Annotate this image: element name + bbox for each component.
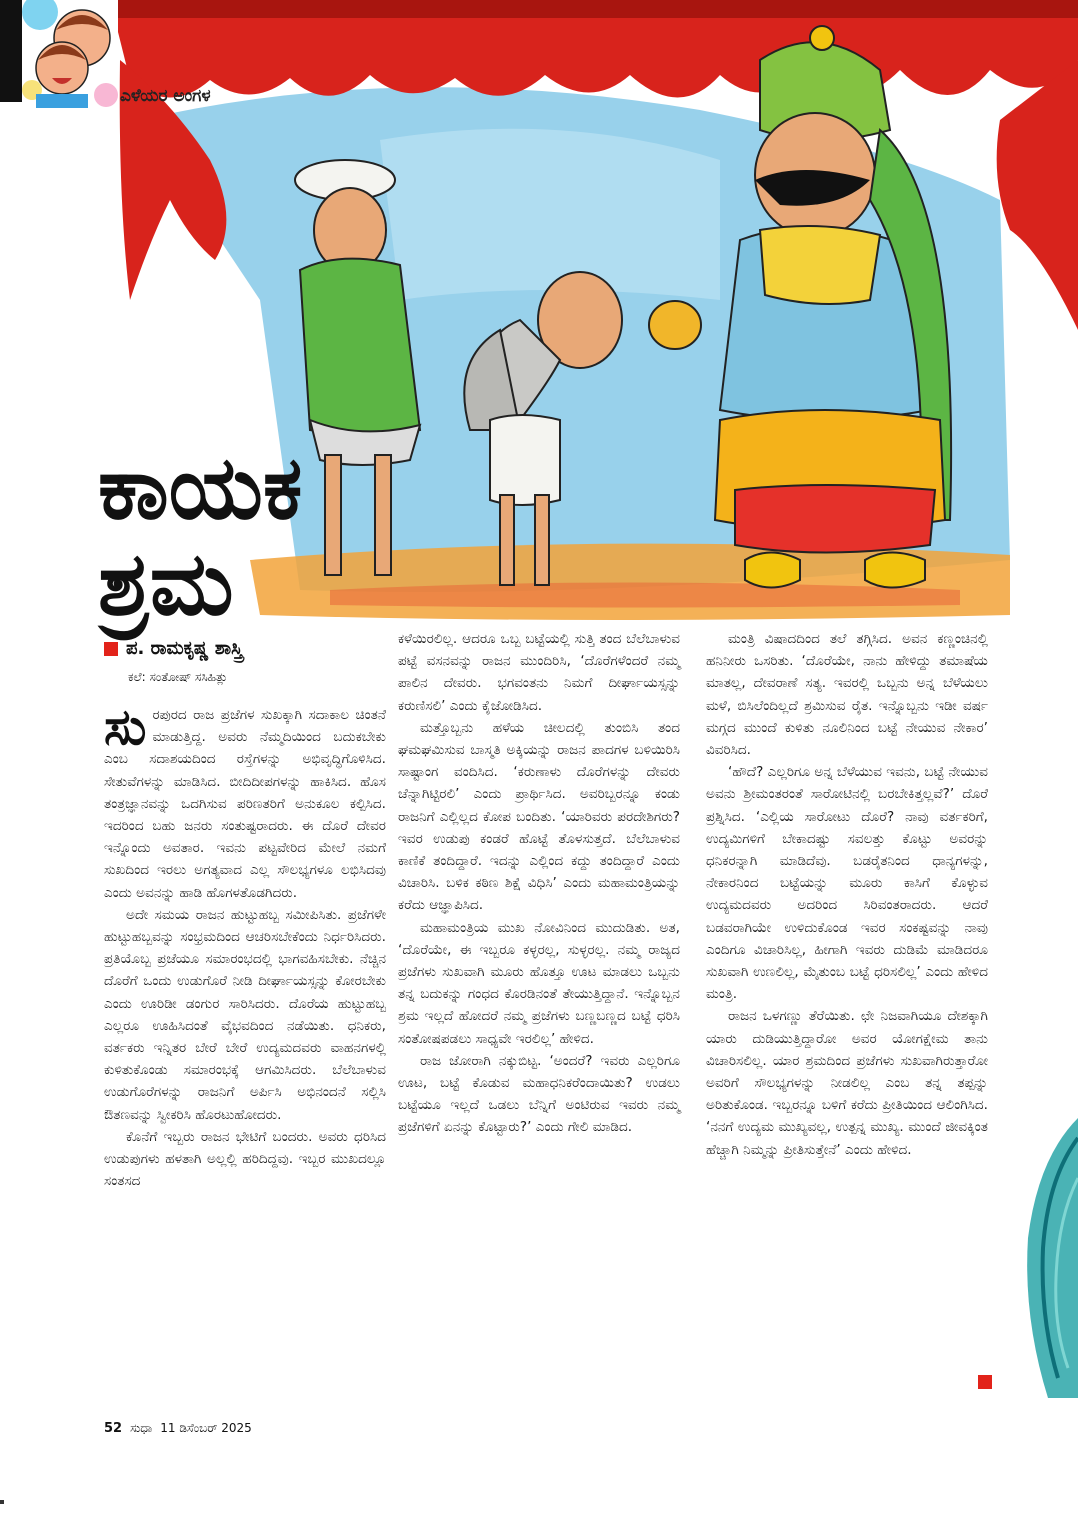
- king-figure: [715, 26, 951, 588]
- page-number: 52: [104, 1421, 123, 1436]
- end-of-article-marker: [978, 1375, 992, 1389]
- paragraph: [104, 698, 386, 904]
- paragraph: ಮಂತ್ರಿ ವಿಷಾದದಿಂದ ತಲೆ ತಗ್ಗಿಸಿದ. ಅವನ ಕಣ್ಣಂಚಿನಲ್ಲಿ ಹನಿನೀರು ಒಸರಿತು. ‘ದೊರೆಯೇ, ನಾನು ಹೇಳಿದ್ದು ತಮಾಷೆಯ ಮಾತಲ್ಲ, ದೇವರಾಣೆ ಸತ್ಯ. ಇವರಲ್ಲಿ ಒಬ್ಬನು ಅನ್ನ ಬೆಳೆಯಲು ಮಳೆ, ಬಿಸಿಲೆಂದಿಲ್ಲದೆ ಶ್ರಮಿಸುವ ರೈತ. ಇನ್ನೊಬ್ಬನು ಇಡೀ ವರ್ಷ ಮಗ್ಗದ ಮುಂದೆ ಕುಳಿತು ನೂಲಿನಿಂದ ಬಟ್ಟೆ ನೇಯುವ ನೇಕಾರ’ ವಿವರಿಸಿದ.: [706, 631, 988, 759]
- byline: [104, 638, 243, 659]
- paragraph: ರಾಜ ಜೋರಾಗಿ ನಕ್ಕುಬಿಟ್ಟ. ‘ಅಂದರೆ? ಇವರು ಎಲ್ಲರಿಗೂ ಊಟ, ಬಟ್ಟೆ ಕೊಡುವ ಮಹಾಧನಿಕರೆಂದಾಯಿತು? ಉಡಲು ಬಟ್ಟೆಯೂ ಇಲ್ಲದೆ ಒಡಲು ಬೆನ್ನಿಗೆ ಅಂಟಿರುವ ಇವರು ನಮ್ಮ ಪ್ರಜೆಗಳಿಗೆ ಏನನ್ನು ಕೊಟ್ಟಾರು?’ ಎಂದು ಗೇಲಿ ಮಾಡಿದ.: [398, 1052, 680, 1136]
- paragraph: ಕಳೆಯಿರಲಿಲ್ಲ. ಆದರೂ ಒಬ್ಬ ಬಟ್ಟೆಯಲ್ಲಿ ಸುತ್ತಿ ತಂದ ಬೆಲೆಬಾಳುವ ಪಟ್ಟೆ ವಸನವನ್ನು ರಾಜನ ಮುಂದಿರಿಸಿ, ‘ದೊರೆಗಳೆಂದರೆ ನಮ್ಮ ಪಾಲಿನ ದೇವರು. ಭಗವಂತನು ನಿಮಗೆ ದೀರ್ಘಾಯಸ್ಸನ್ನು ಕರುಣಿಸಲಿ’ ಎಂದು ಕೈಜೋಡಿಸಿದ.: [398, 631, 680, 714]
- title-line-1: ಕಾಯಕ: [98, 436, 303, 539]
- crop-mark: [0, 1500, 4, 1504]
- section-label: ಎಳೆಯರ ಅಂಗಳ: [120, 86, 211, 106]
- paragraph: ರಾಜನ ಒಳಗಣ್ಣು ತೆರೆಯಿತು. ಛೇ ನಿಜವಾಗಿಯೂ ದೇಶಕ್ಕಾಗಿ ಯಾರು ದುಡಿಯುತ್ತಿದ್ದಾರೋ ಅವರ ಯೋಗಕ್ಷೇಮ ತಾನು ವಿಚಾರಿಸಲಿಲ್ಲ. ಯಾರ ಶ್ರಮದಿಂದ ಪ್ರಜೆಗಳು ಸುಖವಾಗಿರುತ್ತಾರೋ ಅವರಿಗೆ ಸೌಲಭ್ಯಗಳನ್ನು ನೀಡಲಿಲ್ಲ ಎಂಬ ತನ್ನ ತಪ್ಪನ್ನು ಅರಿತುಕೊಂಡ. ಇಬ್ಬರನ್ನೂ ಬಳಿಗೆ ಕರೆದು ಪ್ರೀತಿಯಿಂದ ಆಲಿಂಗಿಸಿದ. ‘ನನಗೆ ಉದ್ಯಮ ಮುಖ್ಯವಲ್ಲ, ಉತ್ಪನ್ನ ಮುಖ್ಯ. ಮುಂದೆ ಜೀವಕ್ಕಿಂತ ಹೆಚ್ಚಾಗಿ ನಿಮ್ಮನ್ನು ಪ್ರೀತಿಸುತ್ತೇನೆ’ ಎಂದು ಹೇಳಿದ.: [706, 1008, 988, 1158]
- paragraph: ‘ಹೌದೆ? ಎಲ್ಲರಿಗೂ ಅನ್ನ ಬೆಳೆಯುವ ಇವನು, ಬಟ್ಟೆ ನೇಯುವ ಅವನು ಶ್ರೀಮಂತರಂತೆ ಸಾರೋಟಿನಲ್ಲಿ ಬರಬೇಕಿತ್ತಲ್ಲವೆ?’ ದೊರೆ ಪ್ರಶ್ನಿಸಿದ. ‘ಎಲ್ಲಿಯ ಸಾರೋಟು ದೊರೆ? ನಾವು ವರ್ತಕರಿಗೆ, ಉದ್ಯಮಿಗಳಿಗೆ ಬೇಕಾದಷ್ಟು ಸವಲತ್ತು ಕೊಟ್ಟು ಅವರನ್ನು ಧನಿಕರನ್ನಾಗಿ ಮಾಡಿದೆವು. ಬಡರೈತನಿಂದ ಧಾನ್ಯಗಳನ್ನು, ನೇಕಾರನಿಂದ ಬಟ್ಟೆಯನ್ನು ಮೂರು ಕಾಸಿಗೆ ಕೊಳ್ಳುವ ಉದ್ಯಮದವರು ಅದರಿಂದ ಸಿರಿವಂತರಾದರು. ಆದರೆ ಬಡವರಾಗಿಯೇ ಉಳಿದುಕೊಂಡ ಇವರ ಸಂಕಷ್ಟವನ್ನು ನಾವು ಎಂದಿಗೂ ವಿಚಾರಿಸಿಲ್ಲ, ಹೀಗಾಗಿ ಇವರು ದುಡಿಮೆ ಮಾಡಿದರೂ ಸುಖವಾಗಿ ಉಣಲಿಲ್ಲ, ಮೈತುಂಬ ಬಟ್ಟೆ ಧರಿಸಲಿಲ್ಲ’ ಎಂದು ಹೇಳಿದ ಮಂತ್ರಿ.: [706, 764, 988, 1003]
- title-line-2: ಶ್ರಮ: [98, 532, 234, 635]
- curtain-right: [997, 60, 1078, 330]
- paragraph: ಮಹಾಮಂತ್ರಿಯ ಮುಖ ನೋವಿನಿಂದ ಮುದುಡಿತು. ಅತ, ‘ದೊರೆಯೇ, ಈ ಇಬ್ಬರೂ ಕಳ್ಳರಲ್ಲ, ಸುಳ್ಳರಲ್ಲ. ನಮ್ಮ ರಾಜ್ಯದ ಪ್ರಜೆಗಳು ಸುಖವಾಗಿ ಮೂರು ಹೊತ್ತೂ ಊಟ ಮಾಡಲು ಒಬ್ಬನು ತನ್ನ ಬದುಕನ್ನು ಗಂಧದ ಕೊರಡಿನಂತೆ ತೇಯುತ್ತಿದ್ದಾನೆ. ಇನ್ನೊಬ್ಬನ ಶ್ರಮ ಇಲ್ಲದೆ ಹೋದರೆ ನಮ್ಮ ಪ್ರಜೆಗಳು ಬಣ್ಣಬಣ್ಣದ ಬಟ್ಟೆ ಧರಿಸಿ ಸಂತೋಷಪಡಲು ಸಾಧ್ಯವೇ ಇರಲಿಲ್ಲ’ ಹೇಳಿದ.: [398, 919, 680, 1047]
- byline-marker: [104, 642, 118, 656]
- drop-cap: ಸು: [104, 698, 147, 756]
- magazine-name: ಸುಧಾ: [130, 1421, 153, 1435]
- paragraph: ಕೊನೆಗೆ ಇಬ್ಬರು ರಾಜನ ಭೇಟಿಗೆ ಬಂದರು. ಅವರು ಧರಿಸಿದ ಉಡುಪುಗಳು ಹಳತಾಗಿ ಅಲ್ಲಲ್ಲಿ ಹರಿದಿದ್ದವು. ಇಬ್ಬರ ಮುಖದಲ್ಲೂ ಸಂತಸದ: [104, 1128, 386, 1190]
- article-title: [98, 436, 418, 635]
- paragraph: ಮತ್ತೊಬ್ಬನು ಹಳೆಯ ಚೀಲದಲ್ಲಿ ತುಂಬಿಸಿ ತಂದ ಘಮಘಮಿಸುವ ಬಾಸ್ಮತಿ ಅಕ್ಕಿಯನ್ನು ರಾಜನ ಪಾದಗಳ ಬಳಿಯಿರಿಸಿ ಸಾಷ್ಟಾಂಗ ವಂದಿಸಿದ. ‘ಕರುಣಾಳು ದೊರೆಗಳನ್ನು ದೇವರು ಚೆನ್ನಾಗಿಟ್ಟಿರಲಿ’ ಎಂದು ಪ್ರಾರ್ಥಿಸಿದ. ಅವರಿಬ್ಬರನ್ನೂ ಕಂಡು ರಾಜನಿಗೆ ಎಲ್ಲಿಲ್ಲದ ಕೋಪ ಬಂದಿತು. ‘ಯಾರಿವರು ಪರದೇಶಿಗರು? ಇವರ ಉಡುಪು ಕಂಡರೆ ಹೊಟ್ಟೆ ತೊಳಸುತ್ತದೆ. ಬೆಲೆಬಾಳುವ ಕಾಣಿಕೆ ತಂದಿದ್ದಾರೆ. ಇದನ್ನು ಎಲ್ಲಿಂದ ಕದ್ದು ತಂದಿದ್ದಾರೆ ಎಂದು ವಿಚಾರಿಸಿ. ಬಳಿಕ ಕಠಿಣ ಶಿಕ್ಷೆ ವಿಧಿಸಿ’ ಎಂದು ಮಹಾಮಂತ್ರಿಯನ್ನು ಕರೆದು ಆಜ್ಞಾಪಿಸಿದ.: [398, 719, 680, 914]
- kids-section-icon: [22, 0, 118, 108]
- teal-brush-decoration: [1018, 1118, 1078, 1398]
- article-column-1: [104, 698, 386, 1192]
- issue-date: 11 ಡಿಸೆಂಬರ್ 2025: [160, 1421, 252, 1435]
- article-column-3: [706, 628, 988, 1161]
- paragraph: ಅದೇ ಸಮಯ ರಾಜನ ಹುಟ್ಟುಹಬ್ಬ ಸಮೀಪಿಸಿತು. ಪ್ರಜೆಗಳೇ ಹುಟ್ಟುಹಬ್ಬವನ್ನು ಸಂಭ್ರಮದಿಂದ ಆಚರಿಸಬೇಕೆಂದು ನಿರ್ಧರಿಸಿದರು. ಪ್ರತಿಯೊಬ್ಬ ಪ್ರಜೆಯೂ ಸಮಾರಂಭದಲ್ಲಿ ಭಾಗವಹಿಸಬೇಕು. ನೆಚ್ಚಿನ ದೊರೆಗೆ ಒಂದು ಉಡುಗೊರೆ ನೀಡಿ ದೀರ್ಘಾಯಸ್ಸನ್ನು ಕೋರಬೇಕು ಎಂದು ಊರಿಡೀ ಡಂಗುರ ಸಾರಿಸಿದರು. ದೊರೆಯ ಹುಟ್ಟುಹಬ್ಬ ಎಲ್ಲರೂ ಊಹಿಸಿದಂತೆ ವೈಭವದಿಂದ ನಡೆಯಿತು. ಧನಿಕರು, ವರ್ತಕರು ಇನ್ನಿತರ ಬೇರೆ ಬೇರೆ ಉದ್ಯಮದವರು ವಾಹನಗಳಲ್ಲಿ ಕುಳಿತುಕೊಂಡು ಸಮಾರಂಭಕ್ಕೆ ಆಗಮಿಸಿದರು. ಬೆಲೆಬಾಳುವ ಉಡುಗೊರೆಗಳನ್ನು ರಾಜನಿಗೆ ಅರ್ಪಿಸಿ ಅಭಿನಂದನೆ ಸಲ್ಲಿಸಿ ಔತಣವನ್ನು ಸ್ವೀಕರಿಸಿ ಹೊರಟುಹೋದರು.: [104, 906, 386, 1123]
- page-footer: [104, 1421, 252, 1436]
- illustration-credit: ಕಲೆ: ಸಂತೋಷ್ ಸಸಿಹಿತ್ಲು: [128, 670, 228, 684]
- paragraph-text: ರಪುರದ ರಾಜ ಪ್ರಜೆಗಳ ಸುಖಕ್ಕಾಗಿ ಸದಾಕಾಲ ಚಿಂತನೆ ಮಾಡುತ್ತಿದ್ದ. ಅವರು ನೆಮ್ಮದಿಯಿಂದ ಬದುಕಬೇಕು ಎಂಬ ಸದಾಶಯದಿಂದ ರಸ್ತೆಗಳನ್ನು ಅಭಿವೃದ್ಧಿಗೊಳಿಸಿದ. ಸೇತುವೆಗಳನ್ನು ಮಾಡಿಸಿದ. ಬೀದಿದೀಪಗಳನ್ನು ಹಾಕಿಸಿದ. ಹೊಸ ತಂತ್ರಜ್ಞಾನವನ್ನು ಒದಗಿಸುವ ಪರಿಣತರಿಗೆ ಅನುಕೂಲ ಕಲ್ಪಿಸಿದ. ಇದರಿಂದ ಬಹು ಜನರು ಸಂತುಷ್ಟರಾದರು. ಈ ದೊರೆ ದೇವರ ಇನ್ನೊಂದು ಅವತಾರ. ಇವನು ಪಟ್ಟವೇರಿದ ಮೇಲೆ ನಮಗೆ ಸುಖದಿಂದ ಇರಲು ಅಗತ್ಯವಾದ ಎಲ್ಲ ಸೌಲಭ್ಯಗಳೂ ಲಭಿಸಿದವು ಎಂದು ಅವನನ್ನು ಹಾಡಿ ಹೊಗಳತೊಡಗಿದರು.: [104, 707, 386, 901]
- author-name: ಪ. ರಾಮಕೃಷ್ಣ ಶಾಸ್ತ್ರಿ: [126, 638, 243, 659]
- article-column-2: [398, 628, 680, 1139]
